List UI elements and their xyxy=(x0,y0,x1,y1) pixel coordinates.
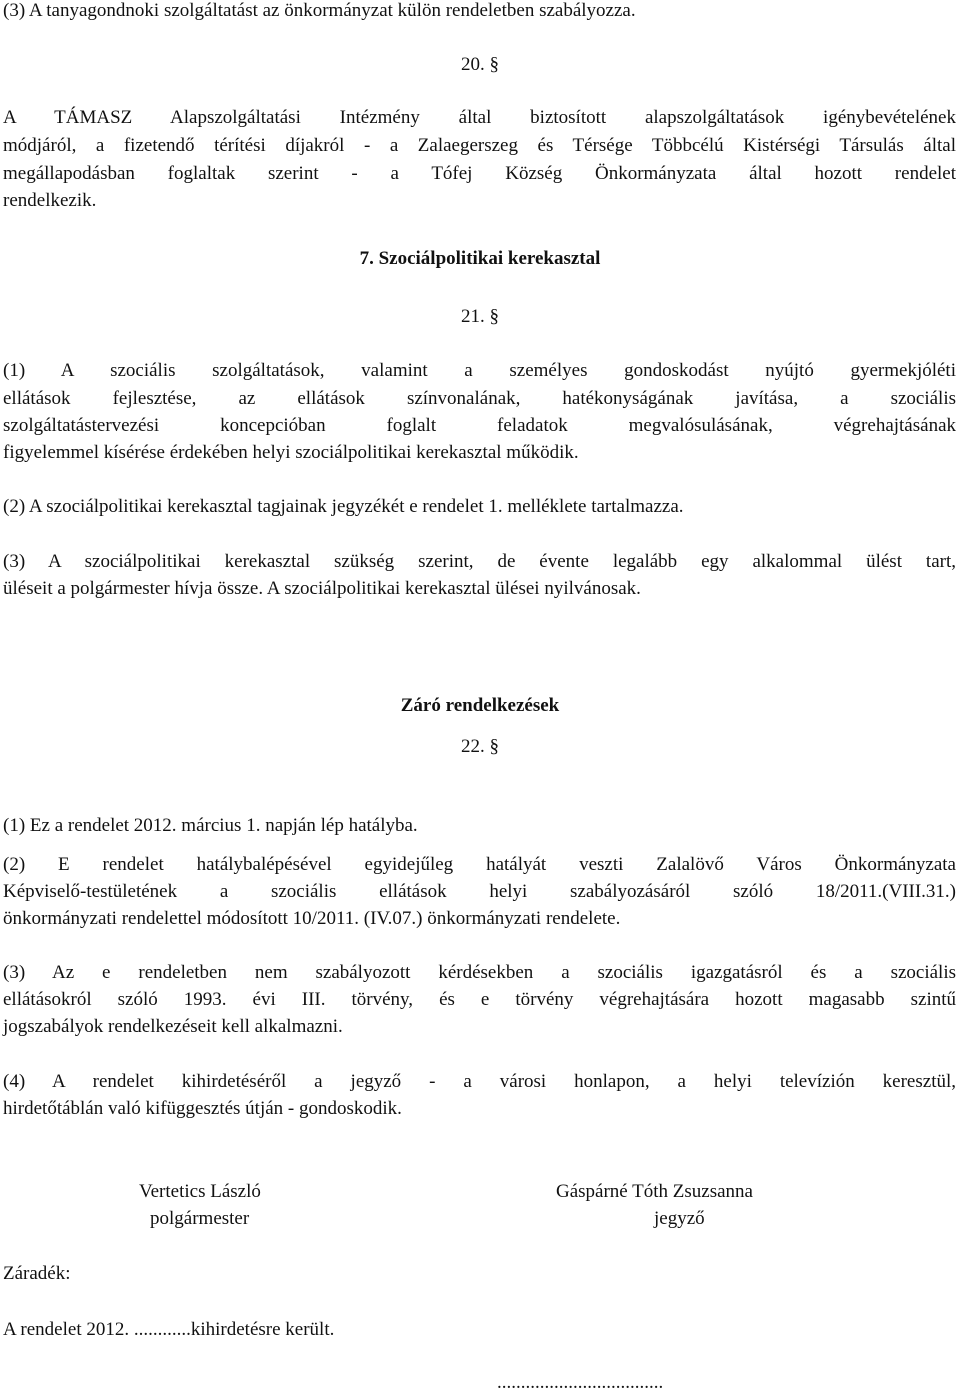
section-22-p3-line-1: (3) Az e rendeletben nem szabályozott kérdésekben a szociális igazgatásról és a szociális xyxy=(3,962,956,983)
section-20-line-1: A TÁMASZ Alapszolgáltatási Intézmény által biztosított alapszolgáltatások igénybevételének xyxy=(3,107,956,128)
signature-dotted-line: ................................... xyxy=(497,1372,664,1393)
section-22-heading: 22. § xyxy=(461,736,499,757)
section-20-heading: 20. § xyxy=(461,54,499,75)
section-20-line-2: módjáról, a fizetendő térítési díjakról - a Zalaegerszeg és Térsége Többcélú Kistérségi Társulás által xyxy=(3,135,956,156)
section-21-p1-line-2: ellátások fejlesztése, az ellátások színvonalának, hatékonyságának javítása, a szociális xyxy=(3,388,956,409)
clause-label: Záradék: xyxy=(3,1263,71,1284)
section-21-heading: 21. § xyxy=(461,306,499,327)
section-22-p4-line-2: hirdetőtáblán való kifüggesztés útján - gondoskodik. xyxy=(3,1098,402,1119)
paragraph-3-tanyagondnok: (3) A tanyagondnoki szolgáltatást az önkormányzat külön rendeletben szabályozza. xyxy=(3,0,636,21)
section-22-p4-line-1: (4) A rendelet kihirdetéséről a jegyző - a városi honlapon, a helyi televízión keresztül, xyxy=(3,1071,956,1092)
mayor-name: Vertetics László xyxy=(139,1181,261,1202)
section-21-p1-line-3: szolgáltatástervezési koncepcióban foglalt feladatok megvalósulásának, végrehajtásának xyxy=(3,415,956,436)
section-22-p1: (1) Ez a rendelet 2012. március 1. napján lép hatályba. xyxy=(3,815,418,836)
mayor-title: polgármester xyxy=(150,1208,250,1229)
section-22-p3-line-2: ellátásokról szóló 1993. évi III. törvény, és e törvény végrehajtására hozott magasabb szintű xyxy=(3,989,956,1010)
section-21-p3-line-1: (3) A szociálpolitikai kerekasztal szükség szerint, de évente legalább egy alkalommal ülést tart, xyxy=(3,551,956,572)
chapter-7-title: 7. Szociálpolitikai kerekasztal xyxy=(359,248,601,269)
section-20-line-4: rendelkezik. xyxy=(3,190,97,211)
notary-name: Gáspárné Tóth Zsuzsanna xyxy=(556,1181,753,1202)
clause-text: A rendelet 2012. ............kihirdetésre került. xyxy=(3,1319,335,1340)
section-21-p1-line-4: figyelemmel kísérése érdekében helyi szociálpolitikai kerekasztal működik. xyxy=(3,442,579,463)
section-22-p2-line-3: önkormányzati rendelettel módosított 10/2011. (IV.07.) önkormányzati rendelete. xyxy=(3,908,621,929)
section-21-p2: (2) A szociálpolitikai kerekasztal tagjainak jegyzékét e rendelet 1. melléklete tartalmazza. xyxy=(3,496,684,517)
section-22-p2-line-2: Képviselő-testületének a szociális ellátások helyi szabályozásáról szóló 18/2011.(VIII.31.) xyxy=(3,881,956,902)
closing-provisions-title: Záró rendelkezések xyxy=(400,695,560,716)
section-21-p1-line-1: (1) A szociális szolgáltatások, valamint a személyes gondoskodást nyújtó gyermekjóléti xyxy=(3,360,956,381)
notary-title: jegyző xyxy=(654,1208,705,1229)
section-22-p3-line-3: jogszabályok rendelkezéseit kell alkalmazni. xyxy=(3,1016,343,1037)
section-21-p3-line-2: üléseit a polgármester hívja össze. A szociálpolitikai kerekasztal ülései nyilvánosak. xyxy=(3,578,641,599)
section-22-p2-line-1: (2) E rendelet hatálybalépésével egyidejűleg hatályát veszti Zalalövő Város Önkormányzata xyxy=(3,854,956,875)
section-20-line-3: megállapodásban foglaltak szerint - a Tófej Község Önkormányzata által hozott rendelet xyxy=(3,163,956,184)
